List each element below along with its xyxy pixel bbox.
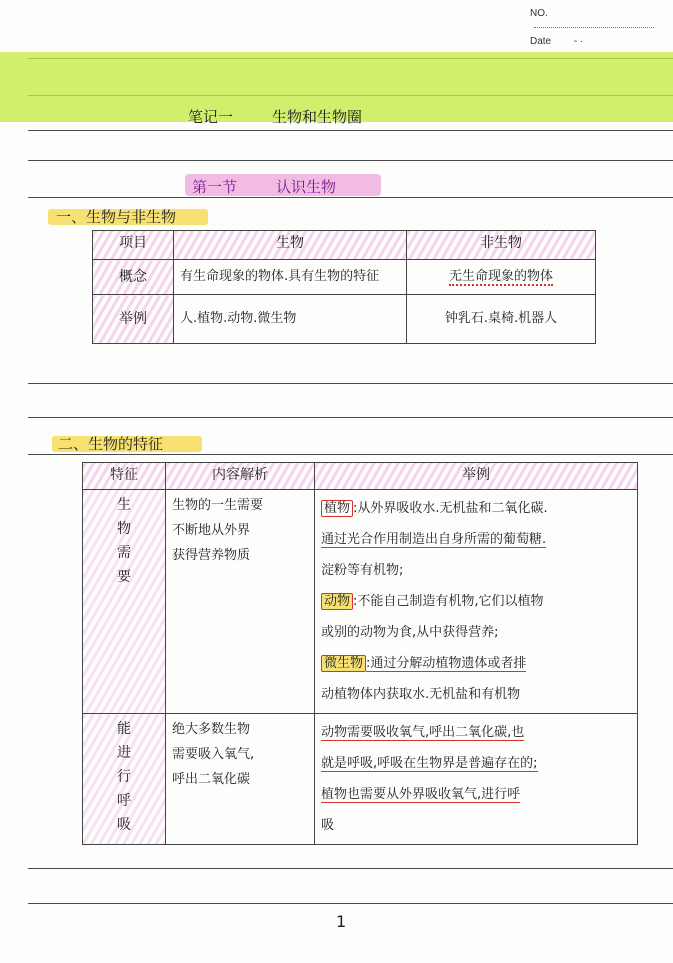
row-label: 举例: [93, 295, 174, 344]
living-vs-nonliving-table: [92, 230, 596, 344]
ruled-line: [28, 903, 673, 904]
section-title: 第一节: [192, 178, 238, 196]
ruled-line: [28, 383, 673, 384]
analysis-cell: 绝大多数生物 需要吸入氧气, 呼出二氧化碳: [166, 714, 315, 845]
page-number: 1: [336, 912, 347, 931]
note-number-label: NO.: [530, 8, 548, 19]
section-subtitle: 认识生物: [276, 178, 337, 196]
column-header: 特征: [83, 463, 166, 490]
ruled-line: [28, 868, 673, 869]
feature-cell: 生 物 需 要: [83, 490, 166, 714]
row-label: 概念: [93, 260, 174, 295]
part2-heading: 二、生物的特征: [58, 435, 164, 453]
dots-line: [530, 22, 654, 33]
column-header: 内容解析: [166, 463, 315, 490]
note-subtitle: 生物和生物圈: [272, 108, 363, 126]
nonliving-cell: 无生命现象的物体: [407, 260, 596, 295]
living-cell: 人.植物.动物.微生物: [174, 295, 407, 344]
table-row: [93, 295, 596, 344]
column-header: 举例: [315, 463, 638, 490]
table-row: [83, 490, 638, 714]
ruled-line: [28, 417, 673, 418]
column-header: 项目: [93, 231, 174, 260]
nonliving-cell: 钟乳石.桌椅.机器人: [407, 295, 596, 344]
example-cell: 动物需要吸收氧气,呼出二氧化碳,也 就是呼吸,呼吸在生物界是普遍存在的; 植物也需要从外界吸收氧气,进行呼 吸: [315, 714, 638, 845]
part1-heading: 一、生物与非生物: [56, 208, 177, 226]
table-row: [83, 714, 638, 845]
column-header: 非生物: [407, 231, 596, 260]
column-header: 生物: [174, 231, 407, 260]
ruled-line: [28, 130, 673, 131]
ruled-line: [28, 454, 673, 455]
date-label: Date - ·: [530, 36, 584, 47]
characteristics-table: [82, 462, 638, 845]
note-title: 笔记一: [188, 108, 234, 126]
ruled-line: [28, 160, 673, 161]
table-row: [93, 260, 596, 295]
living-cell: 有生命现象的物体.具有生物的特征: [174, 260, 407, 295]
analysis-cell: 生物的一生需要 不断地从外界 获得营养物质: [166, 490, 315, 714]
feature-cell: 能 进 行 呼 吸: [83, 714, 166, 845]
example-cell: 植物 :从外界吸收水.无机盐和二氧化碳. 通过光合作用制造出自身所需的葡萄糖. 淀粉等有机物; 动物 :不能自己制造有机物,它们以植物 或别的动物为食,从中获得营养; 微生物 :通过分解动植物遗体或者排 动植物体内获取水.无机盐和有机物: [315, 490, 638, 714]
ruled-line: [28, 197, 673, 198]
